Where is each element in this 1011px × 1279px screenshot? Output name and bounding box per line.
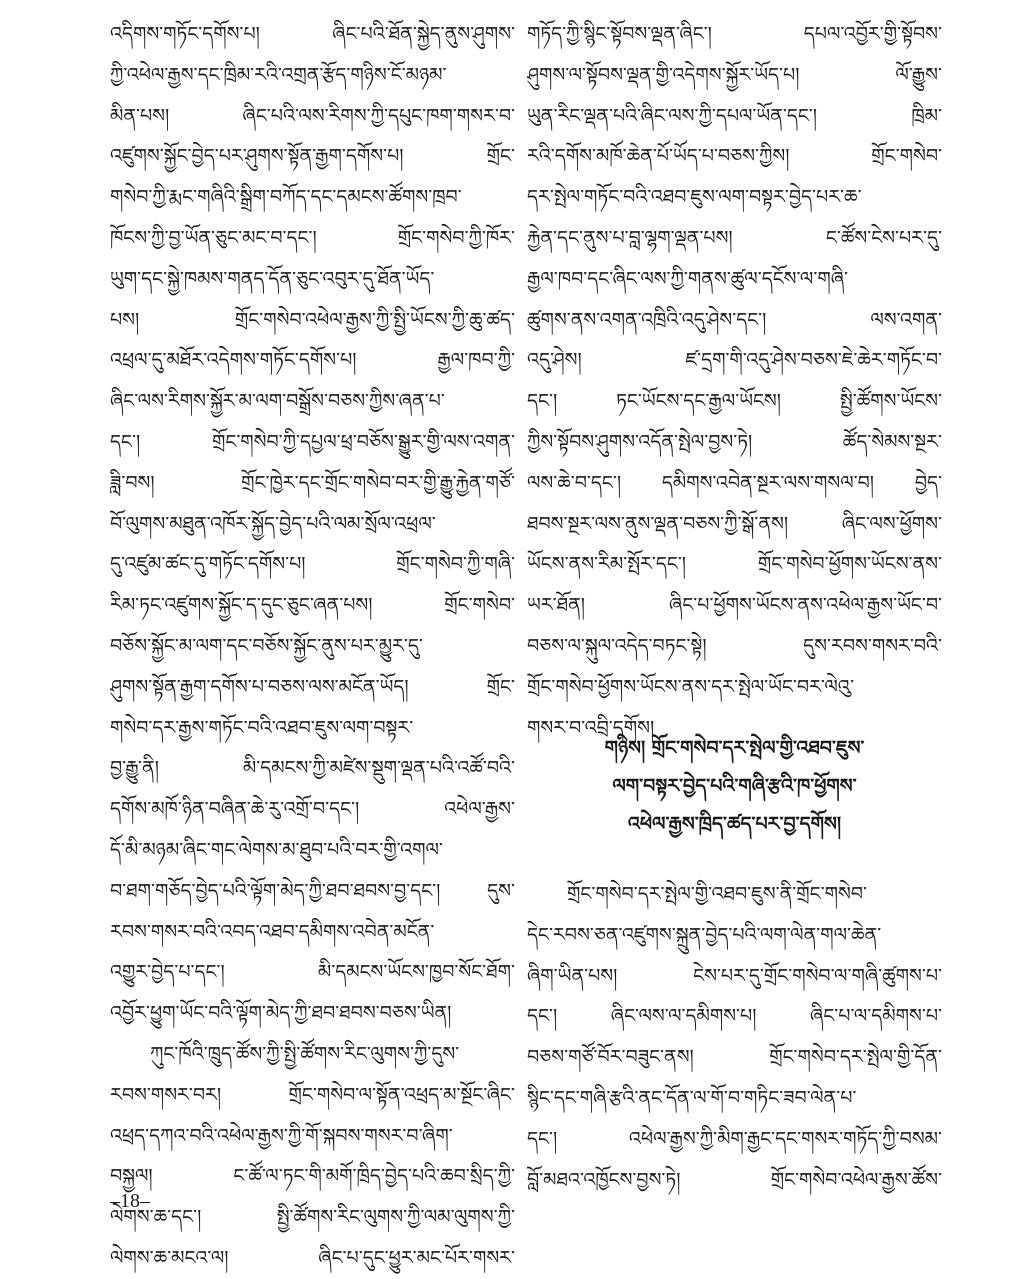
right-column [527,14,942,748]
text-line: དེང་རབས་ཅན་འཛུགས་སྐྲུན་བྱེད་པའི་ལག་ལེན་གལ་ཆེན་ [527,923,882,946]
text-line: འཕྲལ་དུ་མཐོར་འདེགས་གཏོང་དགོས་པ། རྒྱལ་ཁབ་ཀྱི་ [110,349,515,372]
text-line: འདུ་ཤེས། ཛ་དྲག་གི་འདུ་ཤེས་བཅས་ཇེ་ཆེར་གཏོང་བ་ [527,349,942,372]
text-line: བློ་མཐའ་འཁྱོངས་བྱས་ཏེ། གྲོང་གསེབ་འཕེལ་རྒྱས་ཚོས་ [527,1168,942,1191]
section-heading-line: འཕེལ་རྒྱས་ཁྲིད་ཚད་པར་བྱ་དགོས། [627,813,842,835]
text-line: ཐབས་སྔར་ལས་ནུས་ལྡན་བཅས་ཀྱི་སྒོ་ནས། ཞིང་ལས་ཕྱོགས་ [527,512,942,535]
text-line: སྙིང་དང་གཞི་རྩའི་ནང་དོན་ལ་གོ་བ་གཏིང་ཟབ་ལེན་པ་ [527,1086,857,1109]
text-line: གསེབ་ཀྱི་རྨང་གཞིའི་སྒྲིག་བཀོད་དང་དམངས་ཚོགས་ཁྲབ་ [110,186,462,209]
text-line: གྲོང་གསེབ་ཕྱོགས་ཡོངས་ནས་དར་སྤེལ་ཡོང་བར་ལེའུ་ [527,675,855,698]
text-line: འཕྲད་དཀའ་བའི་འཕེལ་རྒྱས་ཀྱི་གོ་སྐབས་གསར་བ་ཞིག་ [110,1124,453,1147]
text-line: ཤུགས་སྟོན་རྒྱག་དགོས་པ་བཅས་ལས་མངོན་ཡོད། གྲོང་ [110,675,515,698]
text-line: ཡུན་རིང་ལྡན་པའི་ཞིང་ལས་ཀྱི་དཔལ་ཡོན་དང་། ཁྲིམ་ [527,104,942,127]
text-line: བསྐྱལ། ང་ཚོ་ལ་ཏང་གི་མགོ་ཁྲིད་བྱེད་པའི་ཆབ་སྲིད་ཀྱི་ [110,1165,515,1188]
text-line: གཏོད་ཀྱི་སྙིང་སྟོབས་ལྡན་ཞིང་། དཔལ་འབྱོར་གྱི་སྟོབས་ [527,23,942,45]
text-line: རབས་གསར་བའི་འབད་འཐབ་དམིགས་འབེན་མངོན་ [110,920,435,943]
text-line: ཤུགས་ལ་སྟོབས་ལྡན་གྱི་འདེགས་སྐྱོར་ཡོད་པ། ལོ་རྒྱུས་ [527,63,942,86]
text-line: རའི་དགོས་མཁོ་ཆེན་པོ་ཡོད་པ་བཅས་ཀྱིས། གྲོང་གསེབ་ [527,145,942,168]
text-line: ལེགས་ཆ་མངའ་ལ། ཞིང་པ་དུང་ཕྱུར་མང་པོར་གསར་ [110,1246,515,1269]
text-line: རབས་གསར་བར། གྲོང་གསེབ་ལ་སྟོན་འཕྲད་མ་སྔོང་ཞིང་ [110,1083,515,1106]
text-line: འབྱོར་ཕྱུག་ཡོང་བའི་ལྟོག་མེད་ཀྱི་ཐབ་ཐབས་བཅས་ཡིན། [110,1002,452,1025]
text-line: ཀུང་ཁོའི་ཁྲུད་ཚོས་ཀྱི་སྤྱི་ཚོགས་རིང་ལུགས་ཀྱི་དུས་ [150,1042,460,1065]
text-line: ཡར་ཐོན། ཞིང་པ་ཕྱོགས་ཡོངས་ནས་འཕེལ་རྒྱས་ཡོང་བ་ [527,594,942,617]
page-number: –18– [110,1190,150,1212]
text-line: ཁོངས་ཀྱི་བྱ་ཡོན་ཅུང་མང་བ་དང་། གྲོང་གསེབ་ཀྱི་ཁོར་ [110,226,515,249]
text-line: འཛུགས་སྐྱོང་བྱེད་པར་ཤུགས་སྟོན་རྒྱག་དགོས་པ། གྲོང་ [110,145,515,168]
text-line: མིན་པས། ཞིང་པའི་ལས་རིགས་ཀྱི་དཔུང་ཁག་གསར་བ་ [110,104,515,127]
text-line: ཡོངས་ནས་རིམ་སྤོར་དང་། གྲོང་གསེབ་ཕྱོགས་ཡོངས་ནས་ [527,553,942,576]
text-line: གསེབ་དར་རྒྱས་གཏོང་བའི་འཐབ་ཇུས་ལག་བསྟར་ [110,716,414,739]
left-column [110,14,515,1279]
text-line: ཞིང་ལས་རིགས་སྐྱོར་མ་ལག་བསྒྲོས་བཅས་ཀྱིས་ཞན་པ་ [110,390,445,413]
right-body-paragraph [527,874,942,1200]
text-line: བ་ཐག་གཅོད་བྱེད་པའི་ལྟོག་མེད་ཀྱི་ཐབ་ཐབས་བྱ་དང་། དུས་ [110,879,515,902]
text-line: བོ་ལུགས་མཐུན་འཁོར་སྐྱོད་བྱེད་པའི་ལམ་སྲོལ་འཕྲལ་ [110,512,436,535]
text-line: ལེགས་ཆ་དང་། སྤྱི་ཚོགས་རིང་ལུགས་ཀྱི་ལམ་ལུགས་ཀྱི་ [110,1206,515,1229]
text-line: བཅོས་སྐྱོང་མ་ལག་དང་བཅོས་སྐྱོང་ནུས་པར་མྱུར་དུ་ [110,634,423,657]
text-line: འདིགས་གཏོང་དགོས་པ། ཞིང་པའི་ཐོན་སྐྱེད་ནུས་ཤུགས་ [110,23,515,45]
text-line: ལས་ཆེ་བ་དང་། དམིགས་འབེན་སྔར་ལས་གསལ་བ། བྱེད་ [527,471,942,494]
text-line: དར་སྤེལ་གཏོང་བའི་འཐབ་ཇུས་ལག་བསྟར་བྱེད་པར་ཆ་ [527,186,862,209]
text-line: ཞིག་ཡིན་པས། ངེས་པར་དུ་གྲོང་གསེབ་ལ་གཞི་ཚུགས་པ་ [527,964,942,987]
text-line: ཀྱིས་སྟོབས་ཤུགས་འདོན་སྤེལ་བྱས་ཏེ། ཚོད་སེམས་སྔར་ [527,430,942,453]
text-line: དང་། ཏང་ཡོངས་དང་རྒྱལ་ཡོངས། སྤྱི་ཚོགས་ཡོངས་ [527,390,942,413]
text-line: དོ་མི་མཉམ་ཞིང་གང་ལེགས་མ་ཐུབ་པའི་བར་གྱི་འགལ་ [110,838,443,861]
text-line: ཡུག་དང་སྐྱེ་ཁམས་གནད་དོན་ཅུང་འབུར་དུ་ཐོན་ཡོད་ [110,267,435,290]
text-line: ཀྱི་འཕེལ་རྒྱས་དང་ཁྲིམ་རའི་འགྲན་རྩོད་གཉིས་ངོ་མཉམ་ [110,63,447,86]
text-line: དུ་འཛུམ་ཚང་དུ་གཏོང་དགོས་པ། གྲོང་གསེབ་ཀྱི་གཞི་ [110,553,515,576]
text-line: རྐྱེན་དང་ནུས་པ་བླ་ལྷག་ལྡན་པས། ང་ཚོས་ངེས་པར་དུ་ [527,226,942,249]
text-line: བཅས་གཙོ་བོར་བཟུང་ནས། གྲོང་གསེབ་དར་སྤེལ་གྱི་དོན་ [527,1046,942,1069]
text-line: དང་། ཞིང་ལས་ལ་དམིགས་པ། ཞིང་པ་ལ་དམིགས་པ་ [527,1005,942,1028]
text-line: དང་། གྲོང་གསེབ་ཀྱི་དཔྱལ་ཕྲ་བཅོས་སྒྱུར་གྱི་ལས་འགན་ [110,430,515,453]
text-line: རིམ་ཏང་འཛུགས་སྐྱོང་ད་དུང་ཅུང་ཞན་པས། གྲོང་གསེབ་ [110,594,515,617]
text-line: གསར་བ་འབྲི་དགོས། [527,716,655,739]
text-line: པས། གྲོང་གསེབ་འཕེལ་རྒྱས་ཀྱི་སྤྱི་ཡོངས་ཀྱི་ཆུ་ཚད་ [110,308,515,331]
section-heading-line: ལག་བསྟར་བྱེད་པའི་གཞི་རྩའི་ཁ་ཕྱོགས་ [612,775,857,797]
text-line: འགྱུར་བྱེད་པ་དང་། མི་དམངས་ཡོངས་ཁྱབ་སོང་ཐོག་ [110,961,515,984]
text-line: དང་། འཕེལ་རྒྱས་ཀྱི་མིག་རྒྱང་དང་གསར་གཏོད་ཀྱི་བསམ་ [527,1127,942,1150]
section-heading-line: གཉིས། གྲོང་གསེབ་དར་སྤེལ་གྱི་འཐབ་ཇུས་ [604,737,865,759]
text-line: བཅས་ལ་སྐུལ་འདེད་བཏང་སྟེ། དུས་རབས་གསར་བའི་ [527,634,942,657]
text-line: གྲོང་གསེབ་དར་སྤེལ་གྱི་འཐབ་ཇུས་ནི་གྲོང་གསེབ་ [567,883,867,905]
text-line: ཚུགས་ནས་འགན་འཁྲིའི་འདུ་ཤེས་དང་། ལས་འགན་ [527,308,942,331]
text-line: དགོས་མཁོ་ཉིན་བཞིན་ཆེ་རུ་འགྲོ་བ་དང་། འཕེལ་རྒྱས་ [110,798,515,821]
text-line: རྒྱལ་ཁབ་དང་ཞིང་ལས་ཀྱི་གནས་ཚུལ་དངོས་ལ་གཞི་ [527,267,848,290]
section-heading [527,729,942,843]
text-line: ཟླི་བས། གྲོང་ཁྱེར་དང་གྲོང་གསེབ་བར་གྱི་རྒྱུ་རྐྱེན་གཙོ་ [110,471,515,494]
text-line: བྱ་རྒྱུ་ནི། མི་དམངས་ཀྱི་མཛེས་སྡུག་ལྡན་པའི་འཚོ་བའི་ [110,757,515,780]
